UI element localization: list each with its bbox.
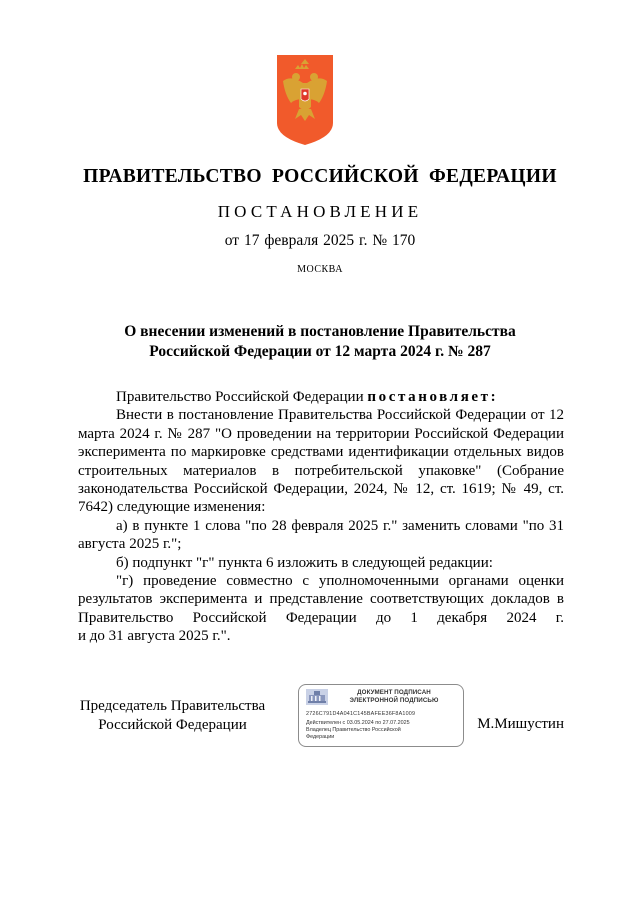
decree-subject xyxy=(0,322,640,362)
certificate-validity: Действителен с 03.05.2024 по 27.07.2025 xyxy=(306,720,410,726)
signatory-position xyxy=(60,697,285,735)
paragraph-item-a: а) в пункте 1 слова "по 28 февраля 2025 г." заменить словами "по 31 августа 2025 г."; xyxy=(78,517,564,553)
coat-of-arms-icon xyxy=(277,55,333,145)
decree-date-number: от 17 февраля 2025 г. № 170 xyxy=(224,232,416,249)
certificate-owner-line-1: Владелец Правительство Российской xyxy=(306,727,401,733)
electronic-signature-stamp xyxy=(298,684,464,747)
subject-line-2: Российской Федерации от 12 марта 2024 г. № 287 xyxy=(149,343,491,360)
position-line-1: Председатель Правительства xyxy=(79,698,266,714)
certificate-owner-line-2: Федерации xyxy=(306,733,335,740)
paragraph-item-g: "г) проведение совместно с уполномоченными органами оценки результатов эксперимента и представление соответствующих докладов в Правительство Российской Федерации до 1 декабря 2024 г. xyxy=(78,573,564,626)
stamp-header xyxy=(329,689,459,704)
decree-body xyxy=(78,388,564,646)
position-line-2: Российской Федерации xyxy=(98,717,247,733)
document-type: ПОСТАНОВЛЕНИЕ xyxy=(217,202,423,221)
city-name: МОСКВА xyxy=(297,264,343,275)
stamp-header-line-2: ЭЛЕКТРОННОЙ ПОДПИСЬЮ xyxy=(349,696,439,704)
subject-line-1: О внесении изменений в постановление Правительства xyxy=(124,323,516,340)
preamble-resolves: постановляет: xyxy=(367,389,499,405)
stamp-header-line-1: ДОКУМЕНТ ПОДПИСАН xyxy=(357,689,431,696)
government-title: ПРАВИТЕЛЬСТВО РОССИЙСКОЙ ФЕДЕРАЦИИ xyxy=(83,166,557,187)
paragraph-item-b: б) подпункт "г" пункта 6 изложить в следующей редакции: xyxy=(116,554,493,571)
paragraph-preamble xyxy=(78,388,564,406)
preamble-text: Правительство Российской Федерации xyxy=(116,389,368,405)
paragraph-main: Внести в постановление Правительства Российской Федерации от 12 марта 2024 г. № 287 "О проведении на территории Российской Федерации эксперимента по маркировке средствами идентификации отдельных видов строительных материалов в потребительской упаковке" (Собрание законодательства Российской Федерации, 2024, № 12, ст. 1619; № 49, ст. 7642) следующие изменения: xyxy=(78,407,564,516)
certificate-serial: 2726C791D4A041C145BAFEE36F8A1009 xyxy=(306,711,416,717)
signatory-name: М.Мишустин xyxy=(477,716,564,732)
paragraph-item-g-end: и до 31 августа 2025 г.". xyxy=(78,628,231,645)
government-building-icon xyxy=(306,689,328,705)
